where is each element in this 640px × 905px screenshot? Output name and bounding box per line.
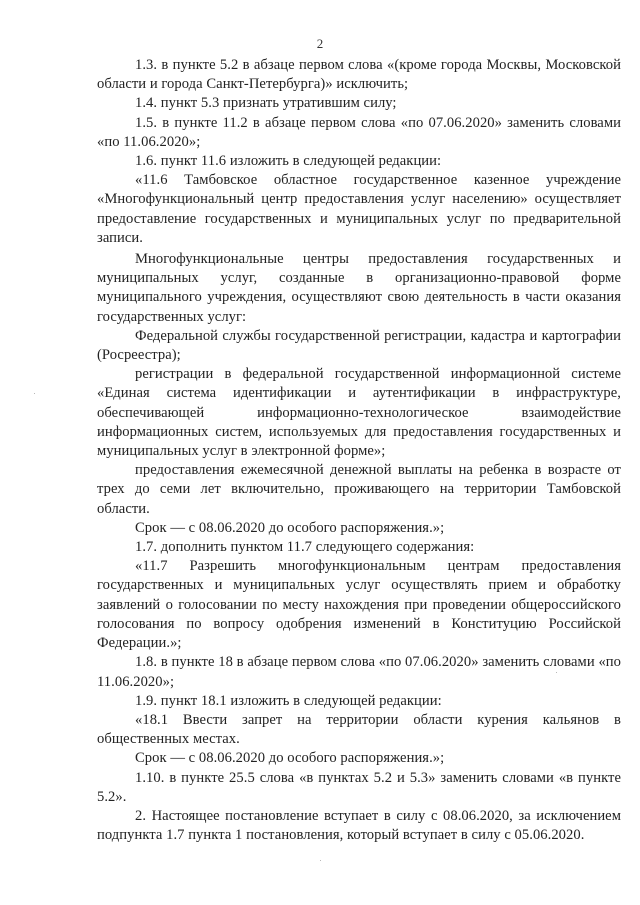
paragraph-child-payment: предоставления ежемесячной денежной выплаты на ребенка в возрасте от трех до семи лет включительно, проживающего на территории Тамбовской области. <box>97 462 621 517</box>
paragraph-18-1-quote: «18.1 Ввести запрет на территории области курения кальянов в общественных местах. <box>97 711 621 748</box>
paragraph-1-5: 1.5. в пункте 11.2 в абзаце первом слова «по 07.06.2020» заменить словами «по 11.06.2020»; <box>97 114 621 150</box>
paragraph-11-7-quote: «11.7 Разрешить многофункциональным центрам предоставления государственных и муниципальных услуг осуществлять прием и обработку заявлений о голосовании по месту нахождения при проведении общероссийского голосования по вопросу одобрения изменений в Конституцию Российской Федерации.»; <box>97 558 621 652</box>
scan-speck <box>34 393 35 394</box>
paragraph-1-7: 1.7. дополнить пунктом 11.7 следующего содержания: <box>135 539 475 556</box>
paragraph-1-4: 1.4. пункт 5.3 признать утратившим силу; <box>135 95 397 112</box>
scan-speck <box>556 672 557 673</box>
paragraph-mfc-services: Многофункциональные центры предоставления государственных и муниципальных услуг, созданные в организационно-правовой форме муниципального учреждения, осуществляют свою деятельность в части оказания государственных услуг: <box>97 251 621 325</box>
paragraph-1-6: 1.6. пункт 11.6 изложить в следующей редакции: <box>135 153 442 170</box>
paragraph-deadline-2: Срок — с 08.06.2020 до особого распоряжения.»; <box>135 750 445 767</box>
paragraph-1-9: 1.9. пункт 18.1 изложить в следующей редакции: <box>135 692 442 709</box>
paragraph-1-3: 1.3. в пункте 5.2 в абзаце первом слова «(кроме города Москвы, Московской области и города Санкт-Петербурга)» исключить; <box>97 57 621 93</box>
paragraph-deadline-1: Срок — с 08.06.2020 до особого распоряжения.»; <box>135 519 445 536</box>
paragraph-esia-registration: регистрации в федеральной государственной информационной системе «Единая система идентификации и аутентификации в инфраструктуре, обеспечивающей информационно-технологическое взаимодействие информационных систем, используемых для предоставления государственных и муниципальных услуг в электронной форме»; <box>97 366 621 460</box>
paragraph-1-10: 1.10. в пункте 25.5 слова «в пунктах 5.2 и 5.3» заменить словами «в пункте 5.2». <box>97 769 621 805</box>
paragraph-rosreestr: Федеральной службы государственной регистрации, кадастра и картографии (Росреестра); <box>97 327 621 364</box>
paragraph-2-effective-date: 2. Настоящее постановление вступает в силу с 08.06.2020, за исключением подпункта 1.7 пункта 1 постановления, который вступает в силу с 05.06.2020. <box>97 807 621 844</box>
document-body <box>97 56 621 845</box>
scan-speck <box>320 860 321 861</box>
paragraph-11-6-quote: «11.6 Тамбовское областное государственное казенное учреждение «Многофункциональный центр предоставления услуг населению» осуществляет предоставление государственных и муниципальных услуг по предварительной записи. <box>97 172 621 246</box>
page-number: 2 <box>316 36 324 51</box>
paragraph-1-8: 1.8. в пункте 18 в абзаце первом слова «по 07.06.2020» заменить словами «по 11.06.2020»; <box>97 654 621 690</box>
